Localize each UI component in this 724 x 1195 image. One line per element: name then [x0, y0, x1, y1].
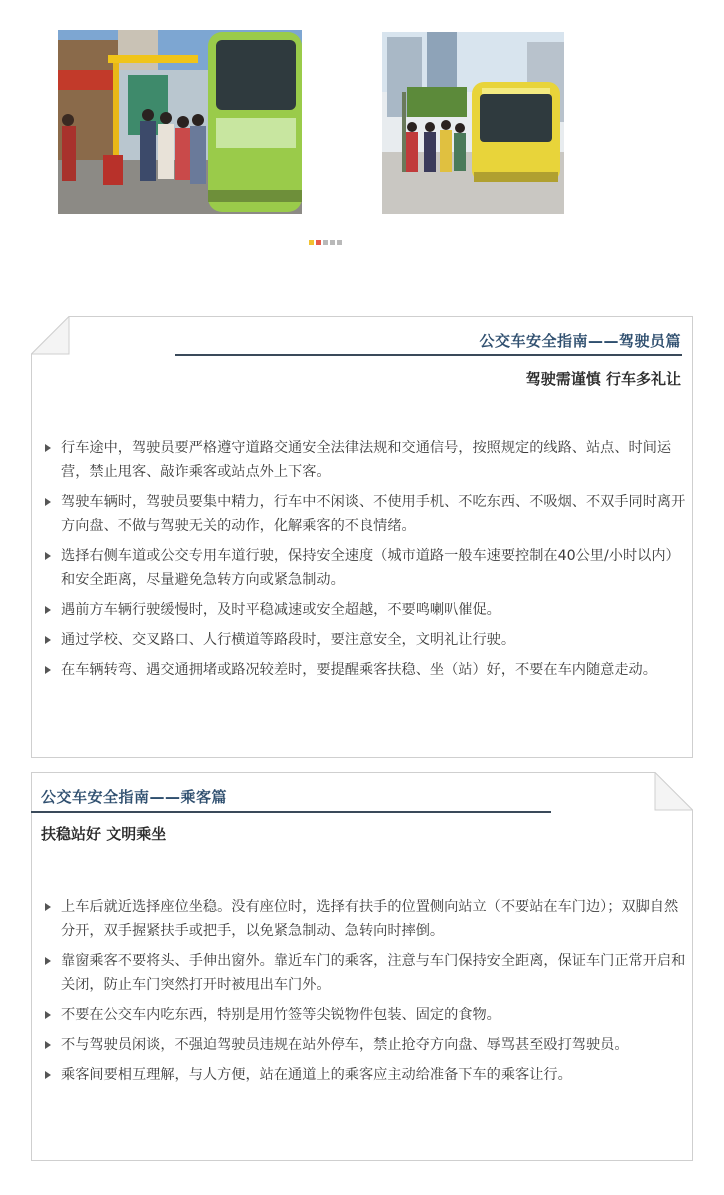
triangle-bullet-icon	[45, 666, 51, 674]
triangle-bullet-icon	[45, 444, 51, 452]
triangle-bullet-icon	[45, 606, 51, 614]
carousel-dot[interactable]	[337, 240, 342, 245]
list-item: 靠窗乘客不要将头、手伸出窗外。靠近车门的乘客，注意与车门保持安全距离，保证车门正常开启和关闭，防止车门突然打开时被甩出车门外。	[41, 949, 686, 997]
passenger-rules-list	[41, 895, 686, 1093]
list-item: 遇前方车辆行驶缓慢时，及时平稳减速或安全超越，不要鸣喇叭催促。	[41, 598, 686, 622]
carousel-dot[interactable]	[323, 240, 328, 245]
driver-rules-list	[41, 436, 686, 688]
passenger-section-subtitle: 扶稳站好 文明乘坐	[41, 825, 167, 843]
carousel-dot[interactable]	[330, 240, 335, 245]
list-item: 乘客间要相互理解，与人方便，站在通道上的乘客应主动给准备下车的乘客让行。	[41, 1063, 686, 1087]
triangle-bullet-icon	[45, 957, 51, 965]
carousel-dot[interactable]	[309, 240, 314, 245]
passenger-guide-card	[31, 772, 693, 1161]
list-item: 在车辆转弯、遇交通拥堵或路况较差时，要提醒乘客扶稳、坐（站）好，不要在车内随意走动。	[41, 658, 686, 682]
list-item: 不要在公交车内吃东西，特别是用竹签等尖锐物件包装、固定的食物。	[41, 1003, 686, 1027]
triangle-bullet-icon	[45, 1041, 51, 1049]
triangle-bullet-icon	[45, 498, 51, 506]
triangle-bullet-icon	[45, 903, 51, 911]
list-item: 驾驶车辆时，驾驶员要集中精力，行车中不闲谈、不使用手机、不吃东西、不吸烟、不双手同时离开方向盘、不做与驾驶无关的动作，化解乘客的不良情绪。	[41, 490, 686, 538]
list-item: 行车途中，驾驶员要严格遵守道路交通安全法律法规和交通信号，按照规定的线路、站点、时间运营，禁止甩客、敲诈乘客或站点外上下客。	[41, 436, 686, 484]
list-item: 通过学校、交叉路口、人行横道等路段时，要注意安全，文明礼让行驶。	[41, 628, 686, 652]
driver-section-subtitle: 驾驶需谨慎 行车多礼让	[525, 370, 681, 388]
list-item: 上车后就近选择座位坐稳。没有座位时，选择有扶手的位置侧向站立（不要站在车门边）；双脚自然分开，双手握紧扶手或把手，以免紧急制动、急转向时摔倒。	[41, 895, 686, 943]
driver-section-title: 公交车安全指南——驾驶员篇	[479, 332, 681, 350]
bus-stop-photo-left	[58, 30, 302, 214]
triangle-bullet-icon	[45, 636, 51, 644]
passenger-section-title: 公交车安全指南——乘客篇	[41, 788, 228, 806]
triangle-bullet-icon	[45, 1011, 51, 1019]
carousel-dot[interactable]	[316, 240, 321, 245]
triangle-bullet-icon	[45, 1071, 51, 1079]
driver-guide-card	[31, 316, 693, 758]
bus-stop-photo-right	[382, 32, 564, 214]
title-underline	[175, 354, 682, 356]
title-underline	[31, 811, 551, 813]
carousel-indicator	[309, 240, 342, 246]
list-item: 选择右侧车道或公交专用车道行驶，保持安全速度（城市道路一般车速要控制在40公里/小时以内）和安全距离，尽量避免急转方向或紧急制动。	[41, 544, 686, 592]
triangle-bullet-icon	[45, 552, 51, 560]
list-item: 不与驾驶员闲谈，不强迫驾驶员违规在站外停车，禁止抢夺方向盘、辱骂甚至殴打驾驶员。	[41, 1033, 686, 1057]
